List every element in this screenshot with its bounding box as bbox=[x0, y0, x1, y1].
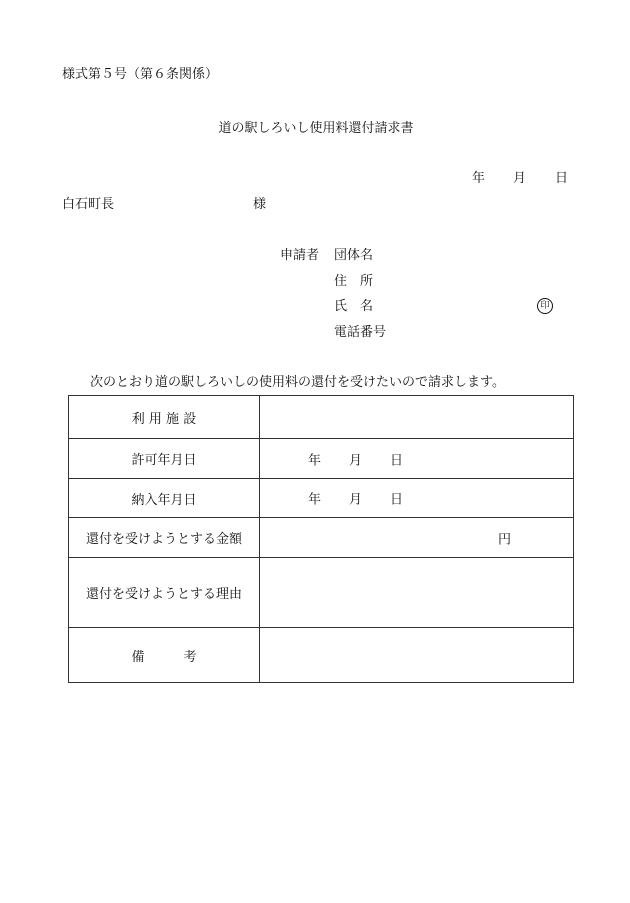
permit-date-label: 許可年月日 bbox=[69, 439, 260, 479]
yen-unit-label: 円 bbox=[498, 532, 512, 547]
table-row bbox=[69, 479, 574, 518]
payment-day-label: 日 bbox=[390, 492, 404, 508]
refund-amount-label: 還付を受けようとする金額 bbox=[69, 518, 260, 558]
payment-date-value-cell[interactable] bbox=[260, 479, 574, 518]
date-month-label: 月 bbox=[513, 171, 527, 186]
permit-date-value-cell[interactable] bbox=[260, 439, 574, 479]
remarks-value-cell[interactable] bbox=[260, 628, 574, 683]
request-statement: 次のとおり道の駅しろいしの使用料の還付を受けたいので請求します。 bbox=[90, 375, 505, 390]
table-row bbox=[69, 558, 574, 628]
refund-reason-value-cell[interactable] bbox=[260, 558, 574, 628]
applicant-label: 申請者 bbox=[280, 248, 320, 263]
document-title: 道の駅しろいし使用料還付請求書 bbox=[218, 121, 414, 136]
remarks-label: 備 考 bbox=[69, 628, 260, 683]
payment-year-label: 年 bbox=[308, 492, 322, 508]
refund-reason-label: 還付を受けようとする理由 bbox=[69, 558, 260, 628]
date-year-label: 年 bbox=[472, 171, 486, 186]
refund-request-table bbox=[68, 395, 574, 683]
payment-month-label: 月 bbox=[349, 492, 363, 508]
table-row bbox=[69, 628, 574, 683]
applicant-address-label: 住 所 bbox=[334, 274, 374, 289]
seal-icon: 印 bbox=[537, 298, 553, 314]
applicant-name-label: 氏 名 bbox=[334, 299, 374, 314]
form-number: 様式第５号（第６条関係） bbox=[62, 67, 219, 82]
refund-amount-value-cell[interactable] bbox=[260, 518, 574, 558]
table-row bbox=[69, 439, 574, 479]
table-row bbox=[69, 518, 574, 558]
date-day-label: 日 bbox=[555, 171, 569, 186]
permit-year-label: 年 bbox=[308, 453, 322, 468]
payment-date-label: 納入年月日 bbox=[69, 479, 260, 518]
applicant-org-label: 団体名 bbox=[334, 248, 374, 263]
applicant-phone-label: 電話番号 bbox=[334, 325, 387, 340]
table-row bbox=[69, 396, 574, 439]
permit-month-label: 月 bbox=[349, 453, 363, 468]
facility-label: 利 用 施 設 bbox=[69, 396, 260, 439]
addressee-name: 白石町長 bbox=[62, 197, 115, 212]
addressee-honorific: 様 bbox=[253, 197, 267, 212]
facility-value-cell[interactable] bbox=[260, 396, 574, 439]
permit-day-label: 日 bbox=[390, 453, 404, 468]
